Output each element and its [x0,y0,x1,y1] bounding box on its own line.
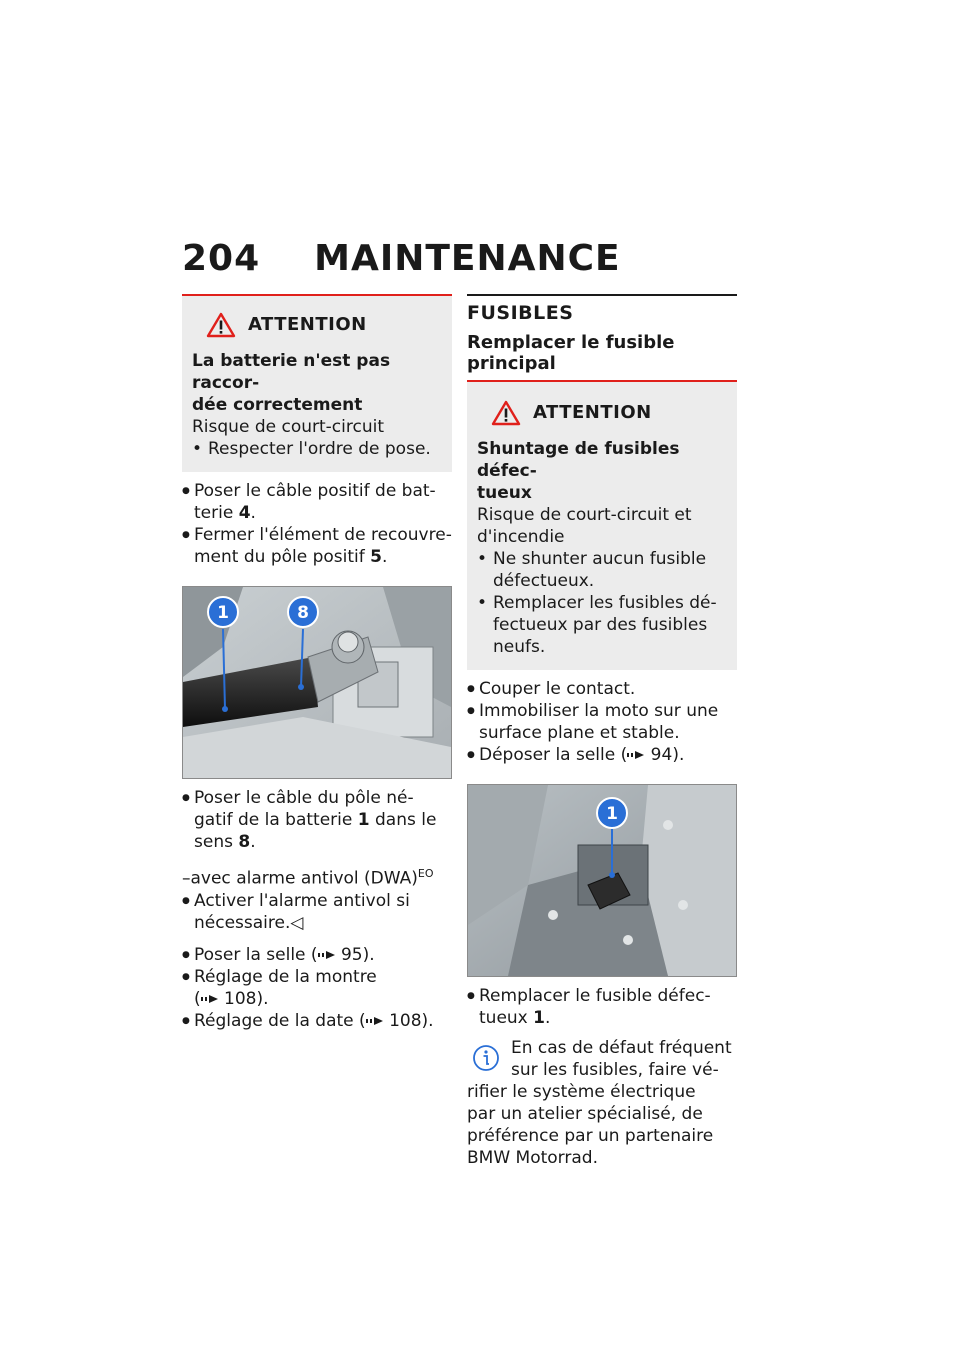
info-icon [471,1043,501,1073]
warning-title: ATTENTION [248,314,367,335]
list-item: ● Activer l'alarme antivol si nécessaire.◁ [182,890,452,934]
warning-bullet: • Ne shunter aucun fusible défectueux. [477,548,727,592]
list-item: ● Immobiliser la moto sur une surface plane et stable. [467,700,737,744]
fuse-photo [467,784,737,977]
warning-bullets [477,548,727,658]
step-list-3 [182,890,452,934]
info-text-line: En cas de défaut fréquent [511,1038,732,1058]
reference-number: 1 [357,810,370,830]
warning-box-fuses [467,382,737,670]
page-reference-arrow-icon [318,950,336,960]
step-list-4 [182,944,452,1032]
subsection-title: Remplacer le fusible principal [467,332,737,382]
list-item: ● Déposer la selle ( 94). [467,744,737,766]
list-item: ● Réglage de la montre ( 108). [182,966,452,1010]
list-item: ● Poser le câble du pôle né- gatif de la batterie 1 dans le sens 8. [182,787,452,853]
warning-bullets [192,438,442,460]
warning-bullet: • Respecter l'ordre de pose. [192,438,442,460]
page-reference-arrow-icon [366,1016,384,1026]
info-text-line: rifier le système électrique [467,1082,696,1102]
info-text-line: sur les fusibles, faire vé- [511,1060,719,1080]
page-reference-arrow-icon [627,750,645,760]
reference-number: 5 [370,547,383,567]
left-column [182,294,452,1032]
step-list-6 [467,985,737,1029]
warning-header [206,312,442,338]
section-rule [467,294,737,296]
list-item: ● Réglage de la date ( 108). [182,1010,452,1032]
step-list-1 [182,480,452,568]
info-text-line: préférence par un partenaire [467,1126,714,1146]
step-list-5 [467,678,737,766]
warning-subject-line: Shuntage de fusibles défec- [477,439,680,481]
warning-title: ATTENTION [533,402,652,423]
warning-subject-line: dée correctement [192,395,363,415]
page-header [182,238,621,279]
condition-line: –avec alarme antivol (DWA)$^{EO}$ [182,867,434,889]
list-item: ● Remplacer le fusible défec- tueux 1. [467,985,737,1029]
warning-subject [477,438,727,504]
section-title: FUSIBLES [467,302,574,324]
battery-photo [182,586,452,779]
warning-subject-line: tueux [477,483,532,503]
warning-subject-line: La batterie n'est pas raccor- [192,351,391,393]
info-note [467,1037,737,1169]
warning-subject [192,350,442,416]
reference-number: 4 [238,503,251,523]
warning-header [491,400,727,426]
warning-bullet: • Remplacer les fusibles dé- fectueux par des fusibles neufs. [477,592,727,658]
warning-box-battery [182,294,452,472]
callout-number: 1 [606,804,618,824]
step-list-2 [182,787,452,853]
chapter-title: MAINTENANCE [314,238,621,279]
page-number: 204 [182,238,261,279]
warning-triangle-icon [206,312,236,338]
callout-number: 1 [217,603,229,623]
reference-number: 8 [238,832,251,852]
warning-risk: Risque de court-circuit [192,417,384,437]
list-item: ● Fermer l'élément de recouvre- ment du pôle positif 5. [182,524,452,568]
list-item: ● Poser le câble positif de bat- terie 4. [182,480,452,524]
list-item: ● Couper le contact. [467,678,737,700]
equipment-code: EO [417,867,434,880]
page-reference-arrow-icon [201,994,219,1004]
callout-number: 8 [297,603,309,623]
reference-number: 1 [533,1008,545,1028]
list-item: ● Poser la selle ( 95). [182,944,452,966]
info-text-line: BMW Motorrad. [467,1148,598,1168]
warning-triangle-icon [491,400,521,426]
warning-risk: Risque de court-circuit et d'incendie [477,505,692,547]
info-text-line: par un atelier spécialisé, de [467,1104,703,1124]
right-column [467,294,737,1169]
